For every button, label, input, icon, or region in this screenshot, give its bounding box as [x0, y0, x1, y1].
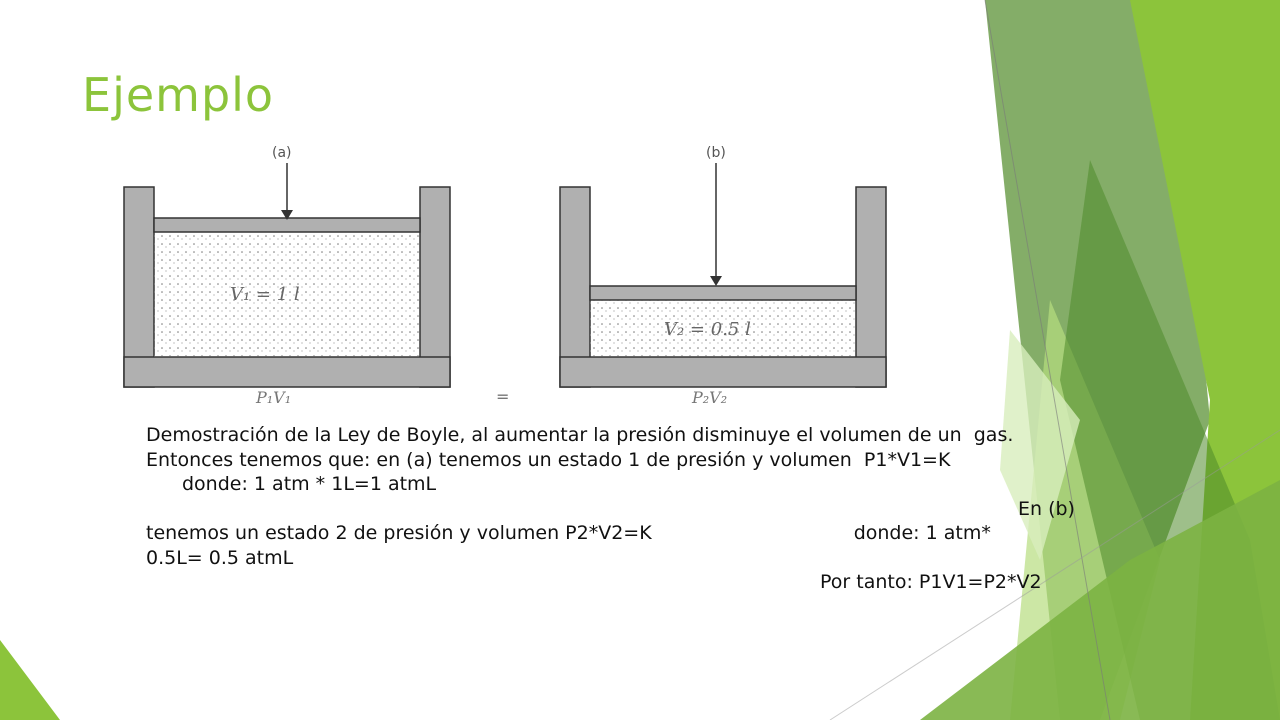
body-line-4: En (b): [1018, 497, 1075, 520]
volume-a-label: V₁ = 1 l: [230, 284, 300, 305]
label-a: (a): [272, 145, 292, 161]
body-line-6: 0.5L= 0.5 atmL: [146, 546, 294, 569]
piston-b: [590, 286, 856, 300]
body-line-5a: tenemos un estado 2 de presión y volumen P2*V2=K: [146, 522, 652, 544]
cylinder-a: [124, 163, 450, 387]
arrow-down-icon: [710, 276, 722, 286]
body-line-7: Por tanto: P1V1=P2*V2: [820, 571, 1042, 593]
product-b: P₂V₂: [692, 388, 728, 407]
body-line-3: donde: 1 atm * 1L=1 atmL: [182, 473, 437, 495]
product-a: P₁V₁: [256, 388, 292, 407]
equals-sign: =: [496, 387, 510, 406]
body-line-2: Entonces tenemos que: en (a) tenemos un estado 1 de presión y volumen P1*V1=K: [146, 448, 951, 471]
volume-b-label: V₂ = 0.5 l: [664, 319, 751, 340]
label-b: (b): [706, 145, 726, 161]
body-line-5b: donde: 1 atm*: [853, 522, 991, 544]
body-text: [146, 423, 1136, 595]
cylinder-b: [560, 163, 886, 387]
body-line-5: [146, 521, 1136, 546]
piston-a: [154, 218, 420, 232]
slide-title: Ejemplo: [82, 68, 275, 122]
body-line-1: Demostración de la Ley de Boyle, al aumentar la presión disminuye el volumen de un gas.: [146, 424, 1014, 446]
boyle-law-figure: [0, 130, 900, 420]
